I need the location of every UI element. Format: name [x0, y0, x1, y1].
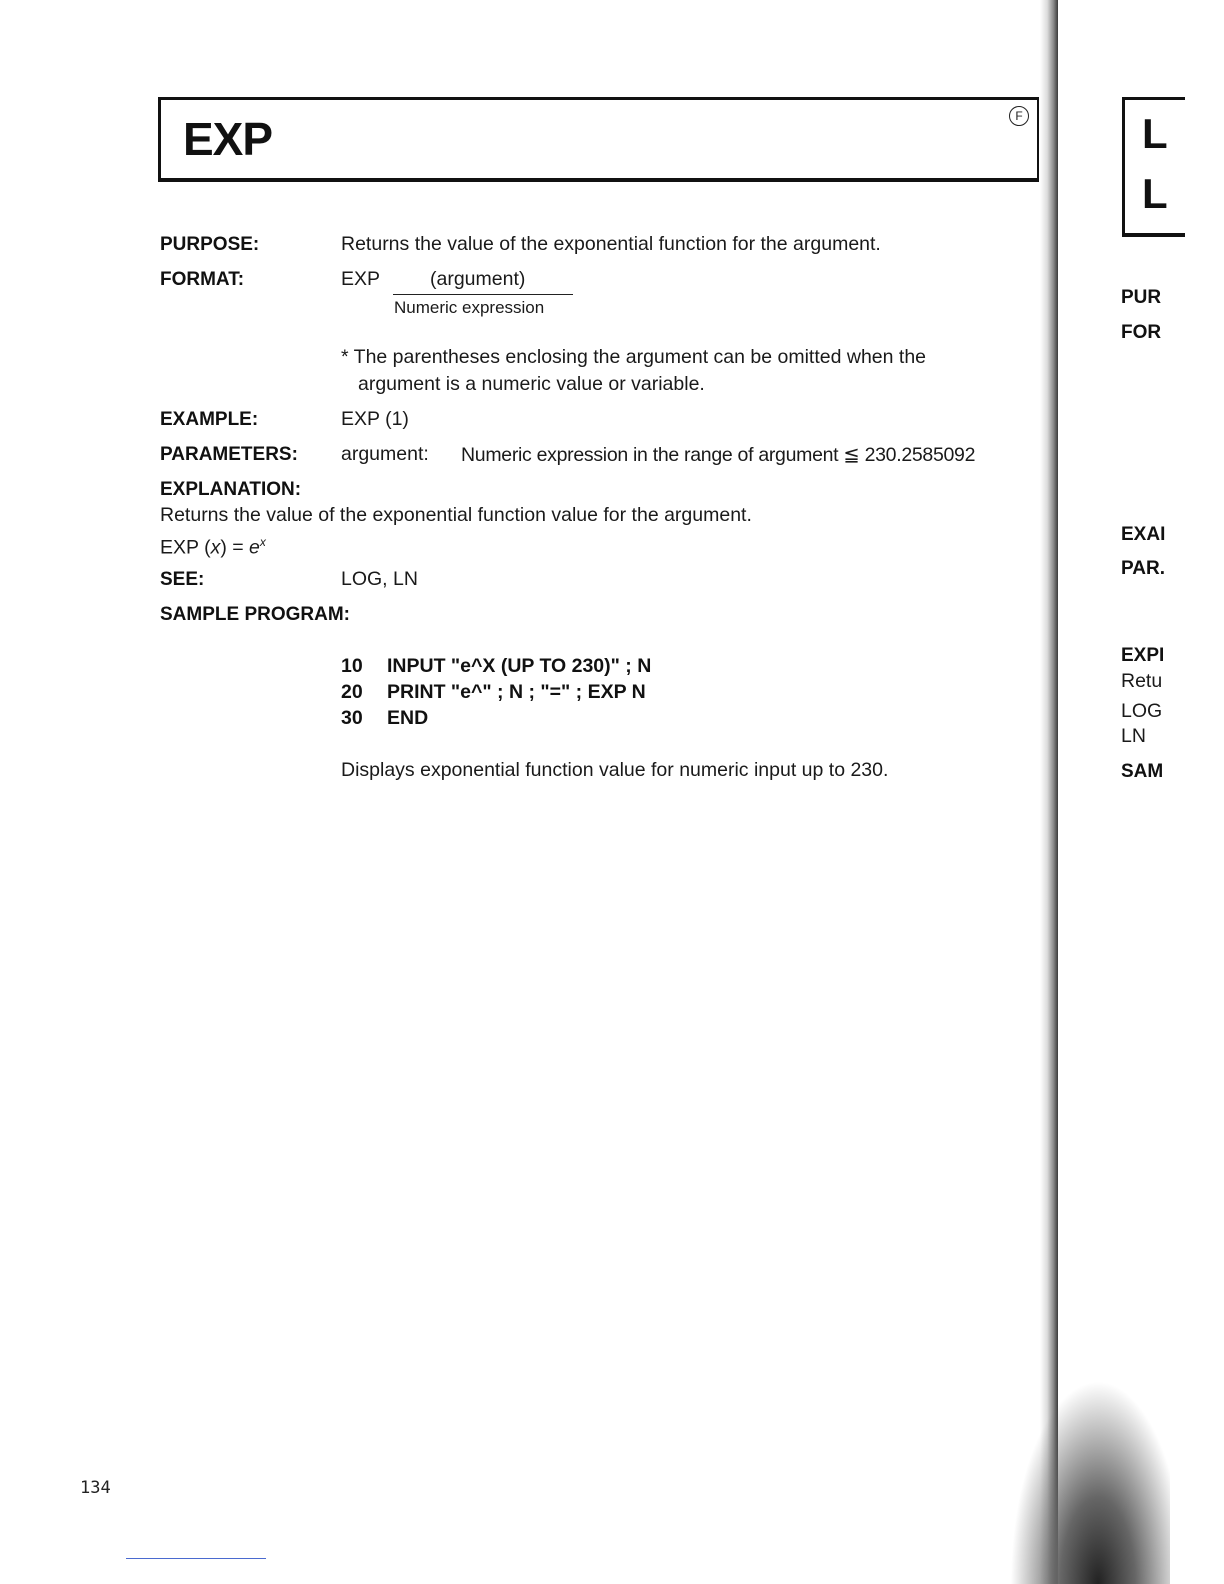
purpose-label: PURPOSE: — [160, 234, 260, 255]
explanation-label: EXPLANATION: — [160, 479, 302, 500]
example-text: EXP (1) — [341, 408, 409, 430]
next-page-label: PUR — [1121, 287, 1162, 308]
formula-var: x — [210, 536, 221, 559]
entry-title: EXP — [183, 113, 273, 165]
next-page-title-box — [1122, 97, 1185, 237]
sample-program-label: SAMPLE PROGRAM: — [160, 604, 350, 625]
program-line-number: 10 — [341, 655, 363, 677]
explanation-formula — [160, 535, 266, 560]
next-page-text: LN — [1121, 725, 1146, 747]
scan-artifact-line — [126, 1558, 266, 1559]
program-description: Displays exponential function value for numeric input up to 230. — [341, 759, 889, 781]
next-page-title-line1: L — [1142, 110, 1168, 157]
format-underline — [393, 294, 573, 295]
formula-exp: x — [259, 535, 266, 549]
see-text: LOG, LN — [341, 568, 418, 590]
formula-right: ) = — [220, 536, 250, 559]
next-page-text: LOG — [1121, 700, 1163, 722]
program-line — [341, 681, 646, 704]
parameters-label: PARAMETERS: — [160, 444, 298, 465]
function-mark-icon: F — [1009, 106, 1029, 126]
purpose-text: Returns the value of the exponential function for the argument. — [341, 233, 881, 255]
page-number: 134 — [80, 1478, 111, 1498]
next-page-label: SAM — [1121, 761, 1164, 782]
next-page-text: Retu — [1121, 670, 1163, 692]
program-line — [341, 655, 651, 678]
next-page-label: PAR. — [1121, 558, 1165, 579]
book-gutter-shadow — [1010, 1380, 1170, 1584]
explanation-text: Returns the value of the exponential function value for the argument. — [160, 504, 752, 526]
see-label: SEE: — [160, 569, 205, 590]
entry-title-box — [158, 97, 1039, 182]
format-keyword: EXP — [341, 268, 381, 290]
format-argument-note: Numeric expression — [394, 298, 545, 317]
next-page-label: EXAI — [1121, 524, 1166, 545]
formula-left: EXP ( — [160, 536, 211, 559]
parameters-name: argument: — [341, 443, 429, 465]
format-note: * The parentheses enclosing the argument can be omitted when the — [341, 346, 927, 368]
formula-base: e — [249, 536, 260, 559]
example-label: EXAMPLE: — [160, 409, 259, 430]
book-gutter — [1040, 0, 1058, 1584]
parameters-text: Numeric expression in the range of argument ≦ 230.2585092 — [461, 444, 976, 466]
format-label: FORMAT: — [160, 269, 245, 290]
program-line-code: PRINT "e^" ; N ; "=" ; EXP N — [387, 681, 646, 703]
program-line-code: INPUT "e^X (UP TO 230)" ; N — [387, 655, 652, 677]
format-argument: (argument) — [430, 268, 526, 290]
next-page-label: EXPI — [1121, 645, 1165, 666]
format-note-cont: argument is a numeric value or variable. — [358, 373, 705, 395]
next-page-title-line2: L — [1142, 170, 1168, 217]
program-line-number: 20 — [341, 681, 363, 703]
program-line — [341, 707, 428, 730]
program-line-code: END — [387, 707, 429, 729]
program-line-number: 30 — [341, 707, 363, 729]
next-page-label: FOR — [1121, 322, 1162, 343]
